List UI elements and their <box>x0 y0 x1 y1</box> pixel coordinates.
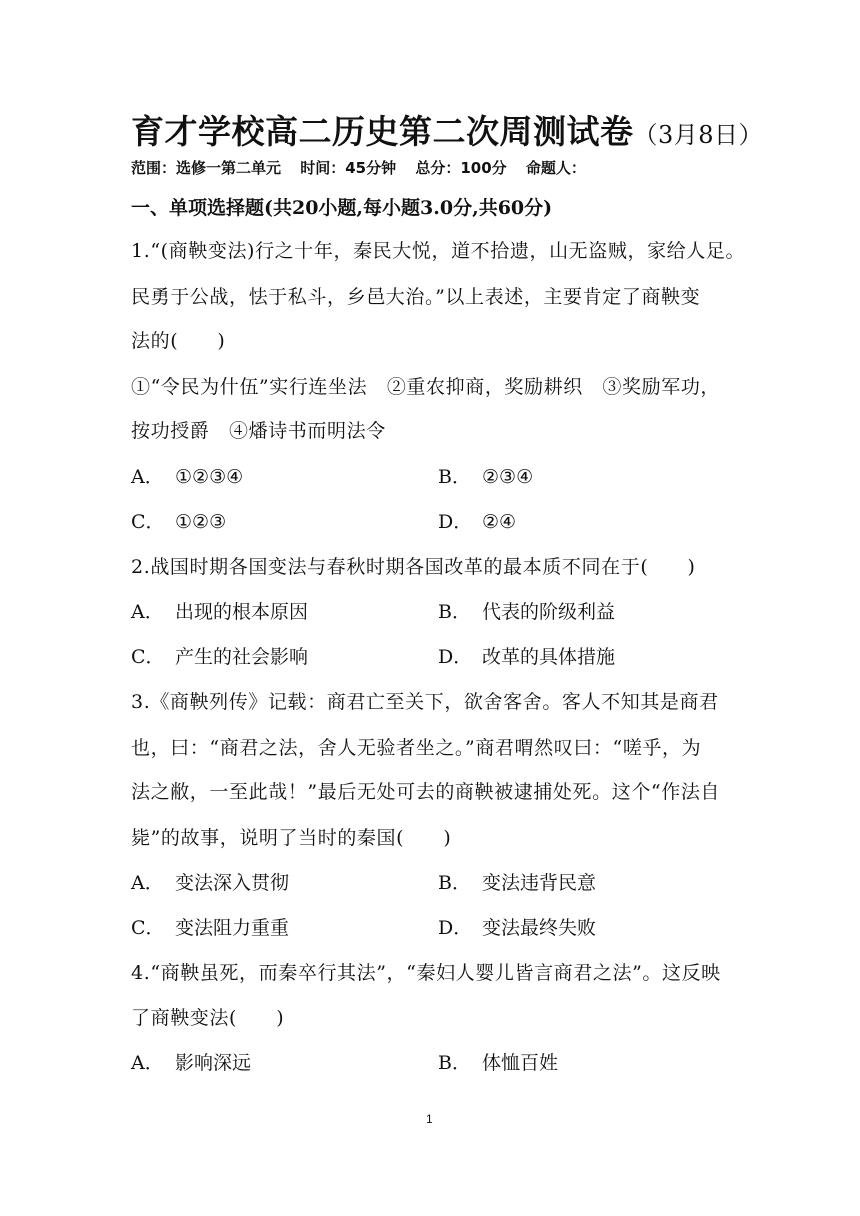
exam-score: 总分：100分 <box>415 159 507 177</box>
option-text: 出现的根本原因 <box>175 601 309 623</box>
option-text: ①②③ <box>175 511 227 533</box>
option-text: 影响深远 <box>175 1052 252 1074</box>
q3-line-1: 3.《商鞅列传》记载：商君亡至关下，欲舍客舍。客人不知其是商君 <box>131 691 719 713</box>
q4-line-2: 了商鞅变法( ) <box>131 1007 285 1029</box>
option-letter: D． <box>438 917 473 939</box>
q3-option-d[interactable] <box>438 915 596 941</box>
q1-option-b[interactable] <box>438 464 533 490</box>
q1-line-2: 民勇于公战，怯于私斗，乡邑大治。”以上表述，主要肯定了商鞅变 <box>131 286 701 308</box>
option-letter: A． <box>131 466 164 488</box>
option-text: 变法阻力重重 <box>175 917 290 939</box>
option-letter: C． <box>131 917 165 939</box>
option-letter: B． <box>438 1052 471 1074</box>
q2-option-c[interactable] <box>131 644 308 670</box>
option-text: 代表的阶级利益 <box>482 601 616 623</box>
option-text: 体恤百姓 <box>482 1052 559 1074</box>
q3-option-c[interactable] <box>131 915 289 941</box>
option-text: 产生的社会影响 <box>175 646 309 668</box>
q4-option-b[interactable] <box>438 1050 558 1076</box>
option-text: ②③④ <box>482 466 534 488</box>
option-letter: D． <box>438 511 473 533</box>
exam-meta <box>131 157 600 178</box>
q2-option-a[interactable] <box>131 599 308 625</box>
q1-option-a[interactable] <box>131 464 243 490</box>
q1-line-1: 1.“(商鞅变法)行之十年，秦民大悦，道不拾遗，山无盗贼，家给人足。 <box>131 240 746 262</box>
q3-option-a[interactable] <box>131 870 289 896</box>
q1-items-line-1: ①“令民为什伍”实行连坐法 ②重农抑商，奖励耕织 ③奖励军功， <box>131 376 721 398</box>
q2-option-d[interactable] <box>438 644 615 670</box>
q1-option-d[interactable] <box>438 509 516 535</box>
option-letter: D． <box>438 646 473 668</box>
q3-line-2: 也，曰：“商君之法，舍人无验者坐之。”商君喟然叹曰：“嗟乎，为 <box>131 737 702 759</box>
q1-option-c[interactable] <box>131 509 226 535</box>
option-letter: C． <box>131 646 165 668</box>
q4-line-1: 4.“商鞅虽死，而秦卒行其法”，“秦妇人婴儿皆言商君之法”。这反映 <box>131 962 721 984</box>
exam-range: 范围：选修一第二单元 <box>131 159 282 177</box>
section-heading: 一、单项选择题(共20小题,每小题3.0分,共60分) <box>131 197 553 219</box>
exam-title <box>131 106 763 153</box>
option-letter: A． <box>131 601 164 623</box>
q3-option-b[interactable] <box>438 870 596 896</box>
option-text: 变法深入贯彻 <box>175 872 290 894</box>
option-letter: A． <box>131 872 164 894</box>
option-text: 改革的具体措施 <box>482 646 616 668</box>
exam-date: （3月8日） <box>633 121 764 149</box>
q3-line-3: 法之敝，一至此哉！”最后无处可去的商鞅被逮捕处死。这个“作法自 <box>131 781 721 803</box>
option-letter: B． <box>438 872 471 894</box>
option-text: ①②③④ <box>175 466 244 488</box>
option-text: ②④ <box>482 511 517 533</box>
exam-author: 命题人： <box>525 159 586 177</box>
q2-option-b[interactable] <box>438 599 615 625</box>
option-letter: B． <box>438 601 471 623</box>
q4-option-a[interactable] <box>131 1050 251 1076</box>
q3-line-4: 毙”的故事，说明了当时的秦国( ) <box>131 827 452 849</box>
q1-line-3: 法的( ) <box>131 330 226 352</box>
option-letter: B． <box>438 466 471 488</box>
exam-title-text: 育才学校高二历史第二次周测试卷 <box>131 112 634 151</box>
q1-items-line-2: 按功授爵 ④燔诗书而明法令 <box>131 420 386 442</box>
q2-line-1: 2.战国时期各国变法与春秋时期各国改革的最本质不同在于( ) <box>131 556 696 578</box>
page-number: 1 <box>426 1112 433 1126</box>
option-text: 变法最终失败 <box>482 917 597 939</box>
exam-time: 时间：45分钟 <box>300 159 397 177</box>
option-text: 变法违背民意 <box>482 872 597 894</box>
option-letter: A． <box>131 1052 164 1074</box>
option-letter: C． <box>131 511 165 533</box>
